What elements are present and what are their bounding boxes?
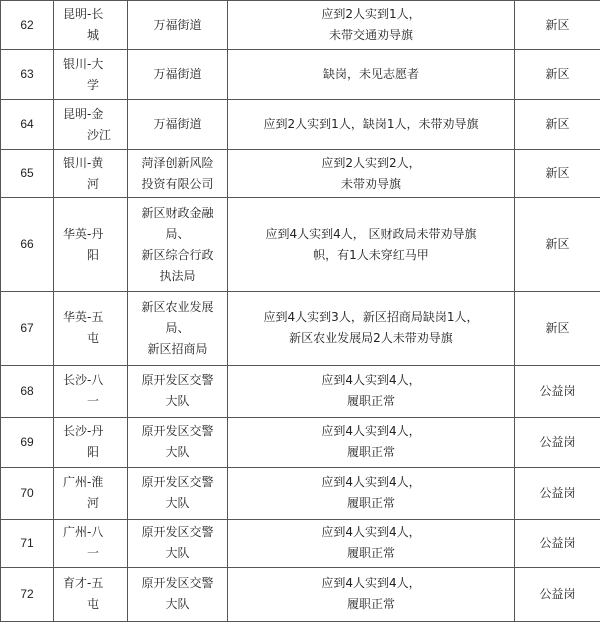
table-row [1,519,600,567]
area-category: 新区 [515,100,600,150]
unit-line: 原开发区交警 [141,576,214,591]
row-number: 65 [1,150,54,198]
issue-line: 应到4人实到4人， 区财政局未带劝导旗 [265,226,477,241]
responsible-unit [128,1,228,50]
post-location [54,417,128,467]
location-line: 长沙-八 [63,373,104,388]
location-line: 阳 [87,445,100,460]
area-category: 公益岗 [515,567,600,621]
unit-line: 菏泽创新风险 [141,155,214,170]
unit-line: 万福街道 [153,117,202,132]
row-number: 66 [1,198,54,292]
inspection-result [228,567,515,621]
location-line: 华英-五 [63,310,104,325]
unit-line: 原开发区交警 [141,424,214,439]
unit-line: 大队 [165,597,190,612]
issue-line: 应到4人实到4人， [321,576,421,591]
responsible-unit [128,50,228,100]
post-location [54,150,128,198]
row-number: 72 [1,567,54,621]
location-line: 河 [87,496,100,511]
unit-line: 大队 [165,445,190,460]
location-line: 银川-大 [63,56,104,71]
responsible-unit [128,150,228,198]
location-line: 一 [87,546,100,561]
issue-line: 履职正常 [346,597,395,612]
table-row [1,292,600,365]
inspection-result [228,519,515,567]
issue-line: 履职正常 [346,445,395,460]
issue-line: 应到4人实到4人， [321,475,421,490]
location-line: 昆明-金 [63,106,104,121]
issue-line: 应到2人实到1人，缺岗1人，未带劝导旗 [263,117,479,132]
issue-line: 应到4人实到4人， [321,525,421,540]
location-line: 屯 [87,597,100,612]
table-row [1,100,600,150]
location-line: 学 [87,77,100,92]
inspection-result [228,150,515,198]
unit-line: 新区综合行政 [141,247,214,262]
area-category: 公益岗 [515,467,600,519]
unit-line: 大队 [165,394,190,409]
location-line: 屯 [87,331,100,346]
location-line: 广州-淮 [63,475,104,490]
issue-line: 应到2人实到2人， [321,155,421,170]
location-line: 广州-八 [63,525,104,540]
table-row [1,417,600,467]
table-row [1,1,600,50]
table-row [1,567,600,621]
inspection-result [228,1,515,50]
location-line: 城 [87,28,100,43]
row-number: 68 [1,365,54,417]
unit-line: 万福街道 [153,67,202,82]
unit-line: 大队 [165,496,190,511]
issue-line: 缺岗，未见志愿者 [322,67,419,82]
post-location [54,198,128,292]
issue-line: 应到4人实到3人，新区招商局缺岗1人， [263,310,479,325]
area-category: 公益岗 [515,365,600,417]
unit-line: 新区农业发展 [141,299,214,314]
issue-line: 应到4人实到4人， [321,373,421,388]
inspection-result [228,417,515,467]
issue-line: 履职正常 [346,496,395,511]
responsible-unit [128,365,228,417]
unit-line: 原开发区交警 [141,525,214,540]
responsible-unit [128,467,228,519]
area-category: 公益岗 [515,519,600,567]
inspection-result [228,467,515,519]
post-location [54,365,128,417]
issue-line: 未带交通劝导旗 [328,28,413,43]
responsible-unit [128,100,228,150]
area-category: 新区 [515,150,600,198]
issue-line: 新区农业发展局2人未带劝导旗 [289,331,453,346]
location-line: 银川-黄 [63,155,104,170]
post-location [54,1,128,50]
unit-line: 大队 [165,546,190,561]
inspection-result [228,292,515,365]
issue-line: 应到4人实到4人， [321,424,421,439]
row-number: 70 [1,467,54,519]
unit-line: 执法局 [159,268,196,283]
table-row [1,467,600,519]
location-line: 阳 [87,247,100,262]
area-category: 公益岗 [515,417,600,467]
table-row [1,198,600,292]
location-line: 昆明-长 [63,7,104,22]
inspection-result [228,100,515,150]
post-location [54,292,128,365]
post-location [54,50,128,100]
unit-line: 万福街道 [153,17,202,32]
location-line: 河 [87,176,100,191]
unit-line: 原开发区交警 [141,475,214,490]
area-category: 新区 [515,50,600,100]
issue-line: 履职正常 [346,394,395,409]
table-body [1,1,600,622]
unit-line: 局、 [165,226,190,241]
table-row [1,50,600,100]
unit-line: 局、 [165,320,190,335]
unit-line: 新区招商局 [147,341,208,356]
row-number: 62 [1,1,54,50]
unit-line: 原开发区交警 [141,373,214,388]
table-row [1,365,600,417]
responsible-unit [128,292,228,365]
inspection-result [228,50,515,100]
table-row [1,150,600,198]
row-number: 69 [1,417,54,467]
post-location [54,467,128,519]
area-category: 新区 [515,292,600,365]
issue-line: 未带劝导旗 [340,176,401,191]
location-line: 沙江 [87,127,112,142]
inspection-result [228,365,515,417]
post-location [54,519,128,567]
location-line: 华英-丹 [63,226,104,241]
area-category: 新区 [515,1,600,50]
row-number: 64 [1,100,54,150]
unit-line: 新区财政金融 [141,205,214,220]
location-line: 长沙-丹 [63,424,104,439]
unit-line: 投资有限公司 [141,176,214,191]
row-number: 67 [1,292,54,365]
issue-line: 应到2人实到1人， [321,7,421,22]
area-category: 新区 [515,198,600,292]
responsible-unit [128,519,228,567]
row-number: 63 [1,50,54,100]
post-location [54,100,128,150]
location-line: 一 [87,394,100,409]
issue-line: 帜，有1人未穿红马甲 [313,247,429,262]
location-line: 育才-五 [63,576,104,591]
issue-line: 履职正常 [346,546,395,561]
responsible-unit [128,198,228,292]
responsible-unit [128,567,228,621]
responsible-unit [128,417,228,467]
row-number: 71 [1,519,54,567]
inspection-result [228,198,515,292]
post-location [54,567,128,621]
